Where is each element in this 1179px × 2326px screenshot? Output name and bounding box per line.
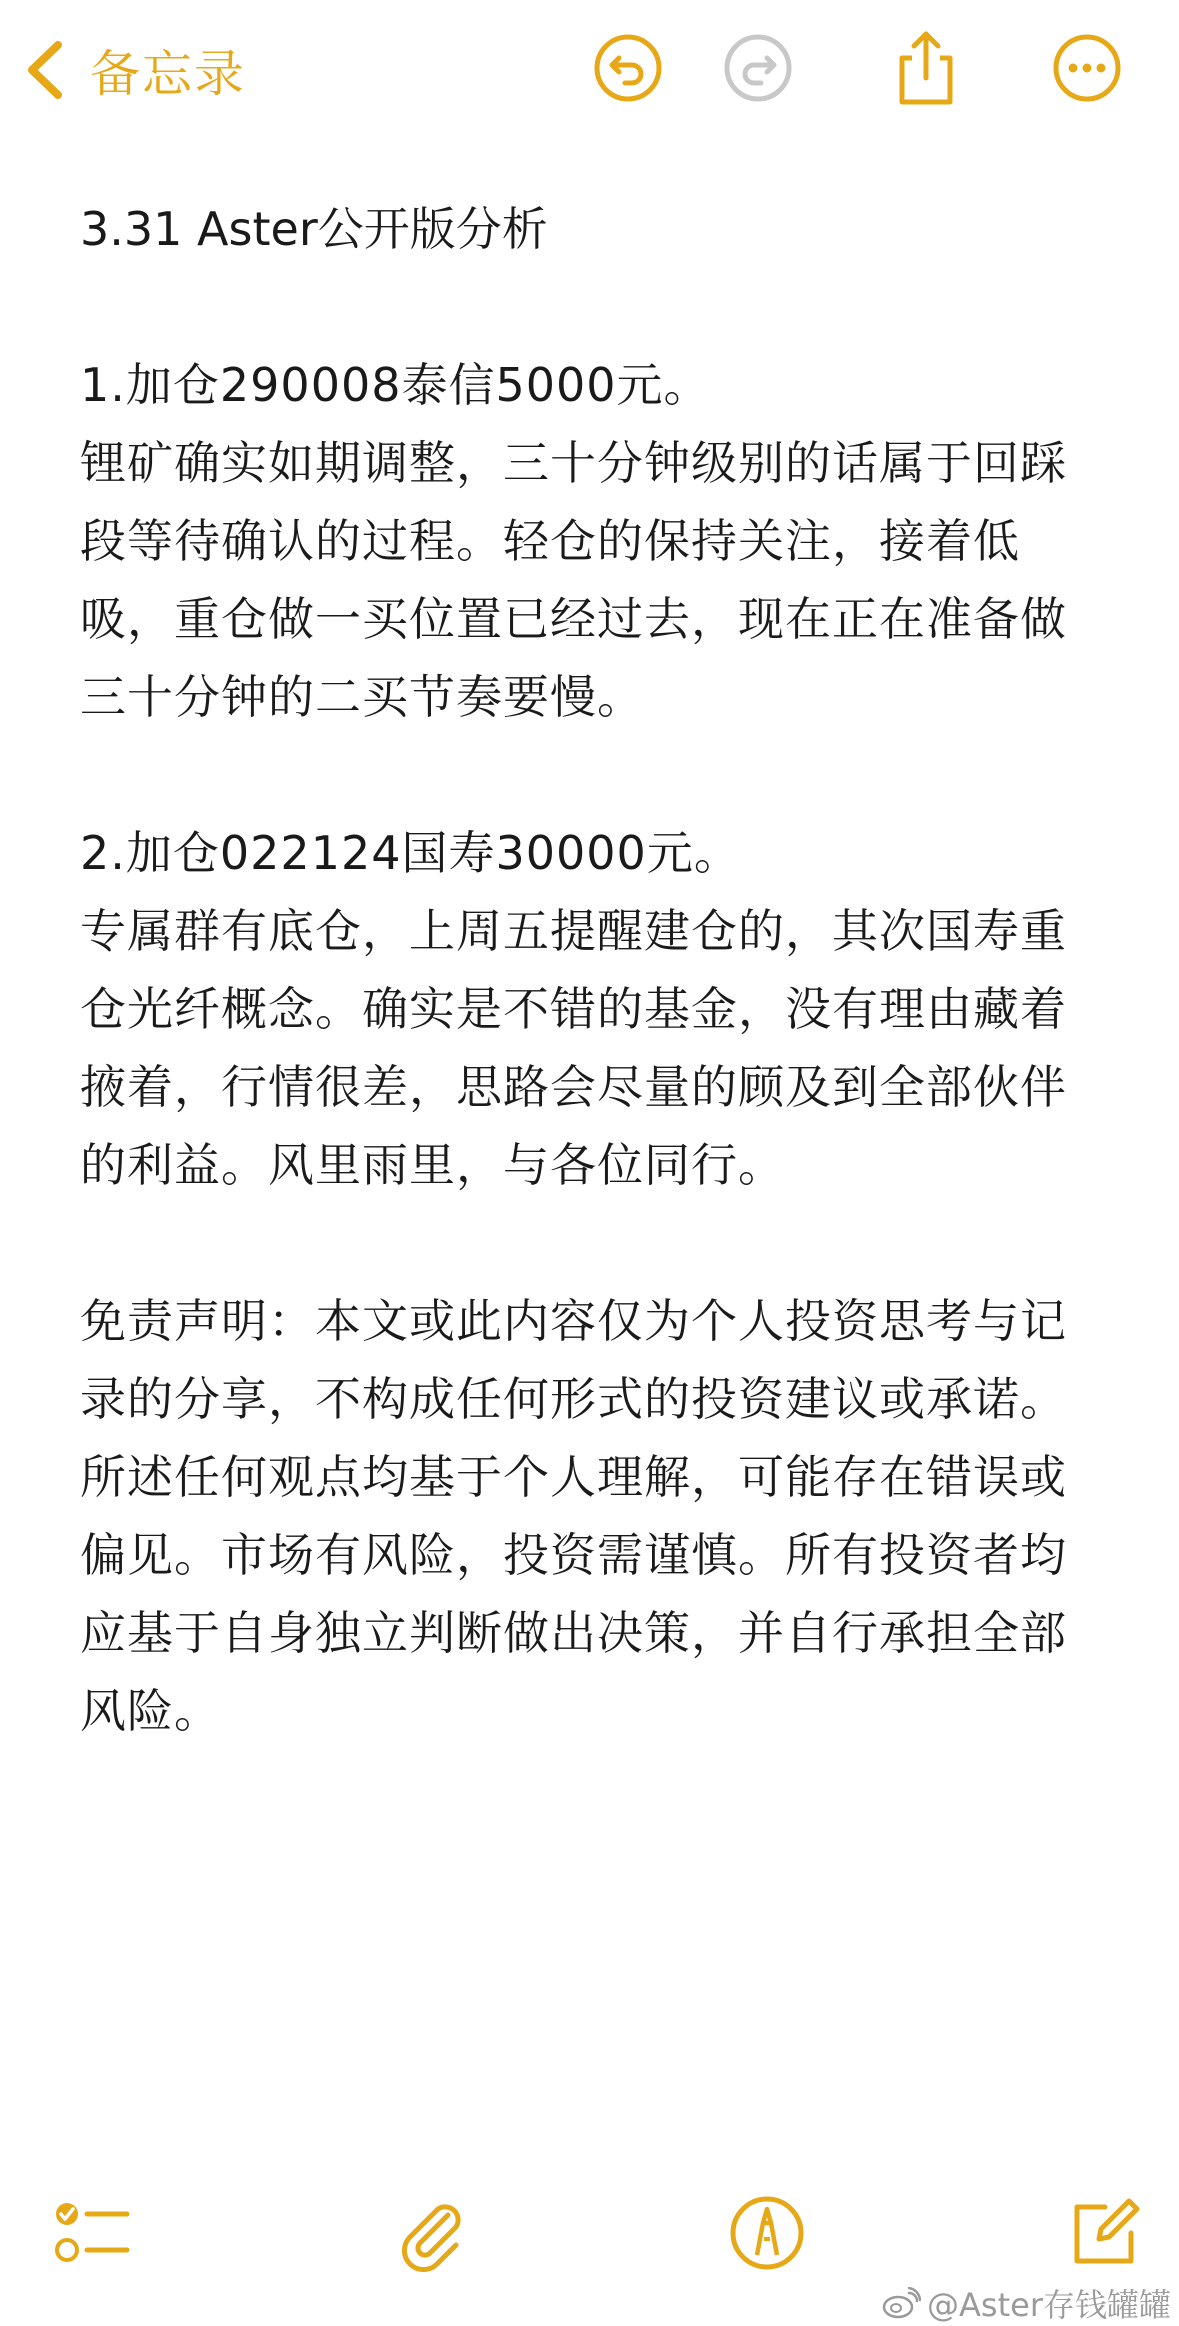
section-1-body: 锂矿确实如期调整，三十分钟级别的话属于回踩段等待确认的过程。轻仓的保持关注，接着低吸，重仓做一买位置已经过去，现在正在准备做三十分钟的二买节奏要慢。 (80, 436, 1067, 724)
bottom-toolbar (0, 2180, 1179, 2290)
chevron-left-icon (20, 35, 70, 105)
checklist-icon (53, 2198, 133, 2272)
watermark-text: @Aster存钱罐罐 (927, 2286, 1171, 2324)
disclaimer-text: 免责声明：本文或此内容仅为个人投资思考与记录的分享，不构成任何形式的投资建议或承诺。所述任何观点均基于个人理解，可能存在错误或偏见。市场有风险，投资需谨慎。所有投资者均应基于自身独立判断做出决策，并自行承担全部风险。 (80, 1294, 1067, 1738)
attachment-button[interactable] (385, 2190, 475, 2280)
section-2-body: 专属群有底仓，上周五提醒建仓的，其次国寿重仓光纤概念。确实是不错的基金，没有理由藏着掖着，行情很差，思路会尽量的顾及到全部伙伴的利益。风里雨里，与各位同行。 (80, 904, 1067, 1192)
blank-line (80, 736, 1100, 814)
compose-icon (1065, 2193, 1145, 2277)
watermark (881, 2280, 1171, 2326)
redo-button[interactable] (718, 30, 798, 110)
share-button[interactable] (886, 30, 966, 110)
back-button[interactable] (20, 30, 246, 110)
paperclip-icon (390, 2193, 470, 2277)
compose-button[interactable] (1060, 2190, 1150, 2280)
more-icon (1051, 32, 1123, 108)
more-button[interactable] (1047, 30, 1127, 110)
markup-pen-icon (727, 2193, 807, 2277)
navigation-bar (0, 0, 1179, 150)
markup-button[interactable] (722, 2190, 812, 2280)
note-title: 3.31 Aster公开版分析 (80, 202, 548, 256)
section-1-heading: 1.加仓290008泰信5000元。 (80, 358, 711, 412)
share-icon (890, 28, 962, 112)
redo-icon (722, 32, 794, 108)
note-body[interactable] (80, 190, 1100, 1750)
blank-line (80, 1204, 1100, 1282)
undo-icon (592, 32, 664, 108)
section-2-heading: 2.加仓022124国寿30000元。 (80, 826, 741, 880)
checklist-button[interactable] (48, 2190, 138, 2280)
undo-button[interactable] (588, 30, 668, 110)
back-label: 备忘录 (90, 45, 246, 103)
weibo-logo-icon (881, 2287, 921, 2319)
